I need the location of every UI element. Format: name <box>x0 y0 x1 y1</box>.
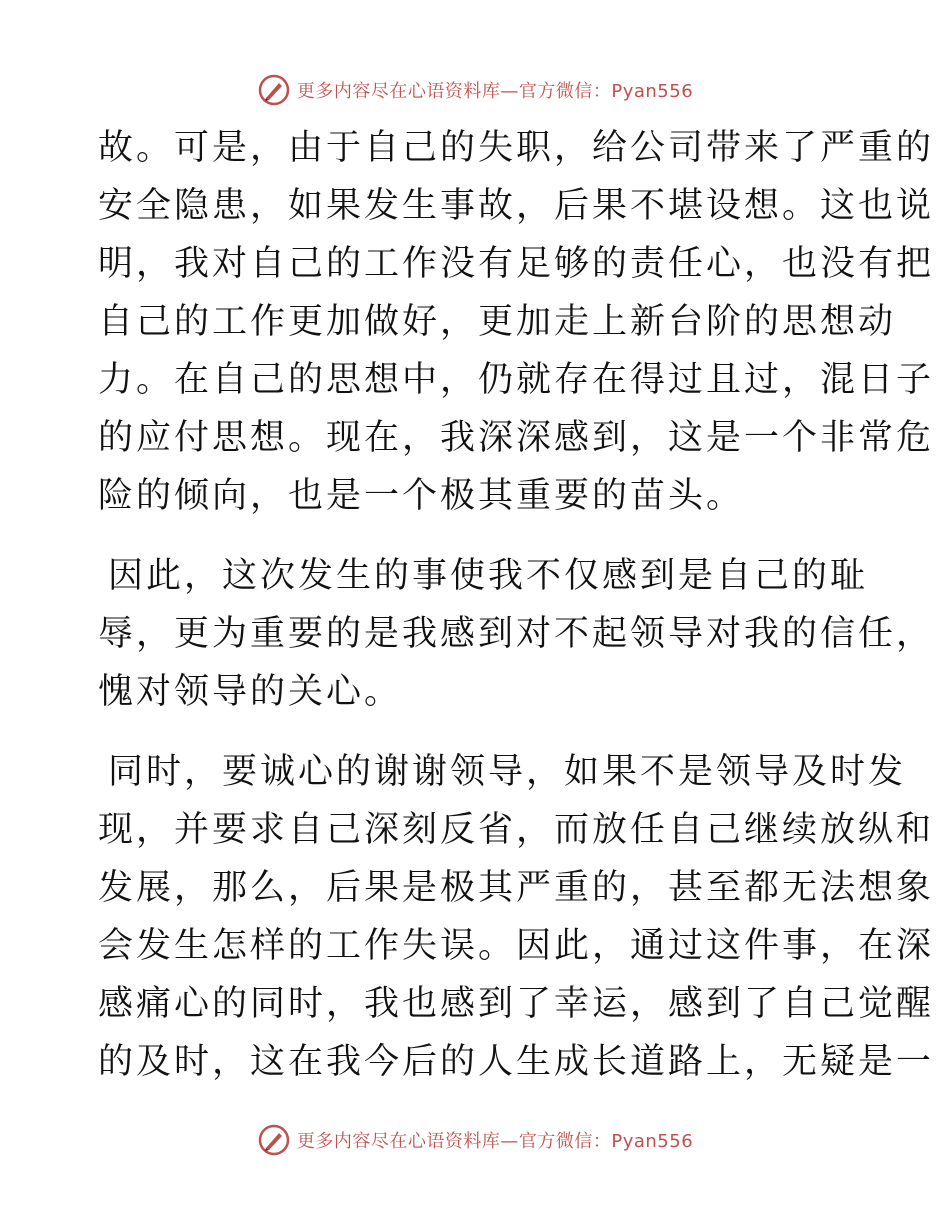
paragraph-3 <box>98 743 935 1091</box>
footer-banner <box>0 1120 950 1160</box>
header-banner-text: 更多内容尽在心语资料库—官方微信：Pyan556 <box>296 81 694 102</box>
text-line: 因此，这次发生的事使我不仅感到是自己的耻 <box>108 556 869 596</box>
pen-logo-icon <box>257 1123 291 1157</box>
text-line: 同时，要诚心的谢谢领导，如果不是领导及时发 <box>108 752 907 792</box>
pen-logo-icon <box>257 73 291 107</box>
text-line: 愧对领导的关心。 <box>98 672 403 712</box>
header-banner <box>0 70 950 110</box>
text-line: 险的倾向，也是一个极其重要的苗头。 <box>98 476 745 516</box>
body-text <box>98 119 935 1091</box>
paragraph-spacer <box>98 525 858 547</box>
text-line: 发展，那么，后果是极其严重的，甚至都无法想象 <box>98 868 935 908</box>
text-line: 会发生怎样的工作失误。因此，通过这件事，在深 <box>98 926 935 966</box>
paragraph-1 <box>98 119 935 525</box>
text-line: 故。可是，由于自己的失职，给公司带来了严重的 <box>98 128 935 168</box>
text-line: 辱，更为重要的是我感到对不起领导对我的信任， <box>98 614 935 654</box>
text-line: 安全隐患，如果发生事故，后果不堪设想。这也说 <box>98 186 935 226</box>
text-line: 感痛心的同时，我也感到了幸运，感到了自己觉醒 <box>98 984 935 1024</box>
footer-banner-text: 更多内容尽在心语资料库—官方微信：Pyan556 <box>296 1131 694 1152</box>
text-line: 自己的工作更加做好，更加走上新台阶的思想动 <box>98 302 897 342</box>
text-line: 的应付思想。现在，我深深感到，这是一个非常危 <box>98 418 935 458</box>
text-line: 现，并要求自己深刻反省，而放任自己继续放纵和 <box>98 810 935 850</box>
text-line: 的及时，这在我今后的人生成长道路上，无疑是一 <box>98 1042 935 1082</box>
text-line: 明，我对自己的工作没有足够的责任心，也没有把 <box>98 244 935 284</box>
paragraph-spacer <box>98 721 858 743</box>
paragraph-2 <box>98 547 935 721</box>
text-line: 力。在自己的思想中，仍就存在得过且过，混日子 <box>98 360 935 400</box>
